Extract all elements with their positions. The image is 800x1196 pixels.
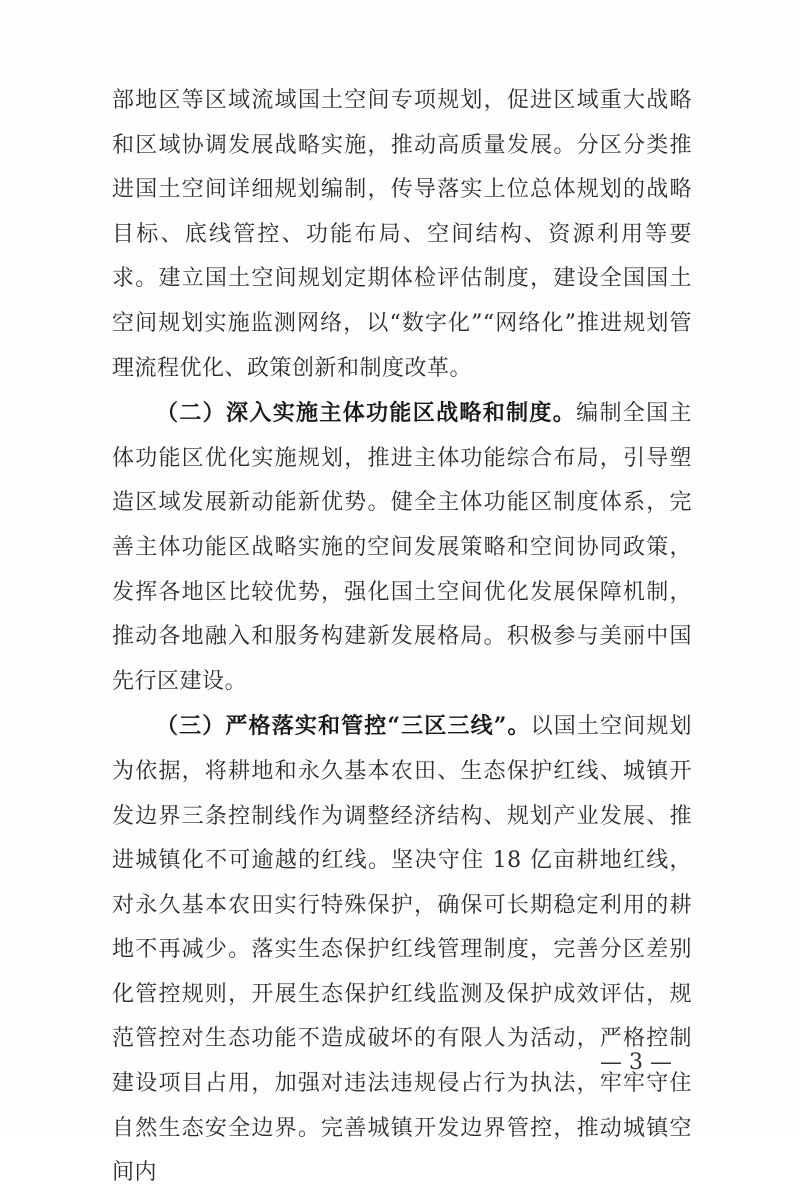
paragraph-continuation — [112, 78, 692, 391]
page-number: — 3 — — [600, 1050, 672, 1075]
paragraph-section-2 — [112, 391, 692, 704]
paragraph-heading: （二）深入实施主体功能区战略和制度。 — [156, 400, 577, 427]
paragraph-body: 部地区等区域流域国土空间专项规划，促进区域重大战略和区域协调发展战略实施，推动高质量发展。分区分类推进国土空间详细规划编制，传导落实上位总体规划的战略目标、底线管控、功能布局、空间结构、资源利用等要求。建立国土空间规划定期体检评估制度，建设全国国土空间规划实施监测网络，以“数字化”“网络化”推进规划管理流程优化、政策创新和制度改革。 — [112, 88, 692, 381]
paragraph-heading: （三）严格落实和管控“三区三线”。 — [156, 713, 531, 740]
document-body — [112, 78, 692, 1196]
paragraph-section-3 — [112, 704, 692, 1196]
paragraph-body: 以国土空间规划为依据，将耕地和永久基本农田、生态保护红线、城镇开发边界三条控制线作为调整经济结构、规划产业发展、推进城镇化不可逾越的红线。坚决守住 18 亿亩耕地红线，对永久基本农田实行特殊保护，确保可长期稳定利用的耕地不再减少。落实生态保护红线管理制度，完善分区差别化管控规则，开展生态保护红线监测及保护成效评估，规范管控对生态功能不造成破坏的有限人为活动，严格控制建设项目占用，加强对违法违规侵占行为执法，牢牢守住自然生态安全边界。完善城镇开发边界管控，推动城镇空间内 — [112, 714, 692, 1186]
paragraph-body: 编制全国主体功能区优化实施规划，推进主体功能综合布局，引导塑造区域发展新动能新优势。健全主体功能区制度体系，完善主体功能区战略实施的空间发展策略和空间协同政策，发挥各地区比较优势，强化国土空间优化发展保障机制，推动各地融入和服务构建新发展格局。积极参与美丽中国先行区建设。 — [112, 401, 692, 694]
